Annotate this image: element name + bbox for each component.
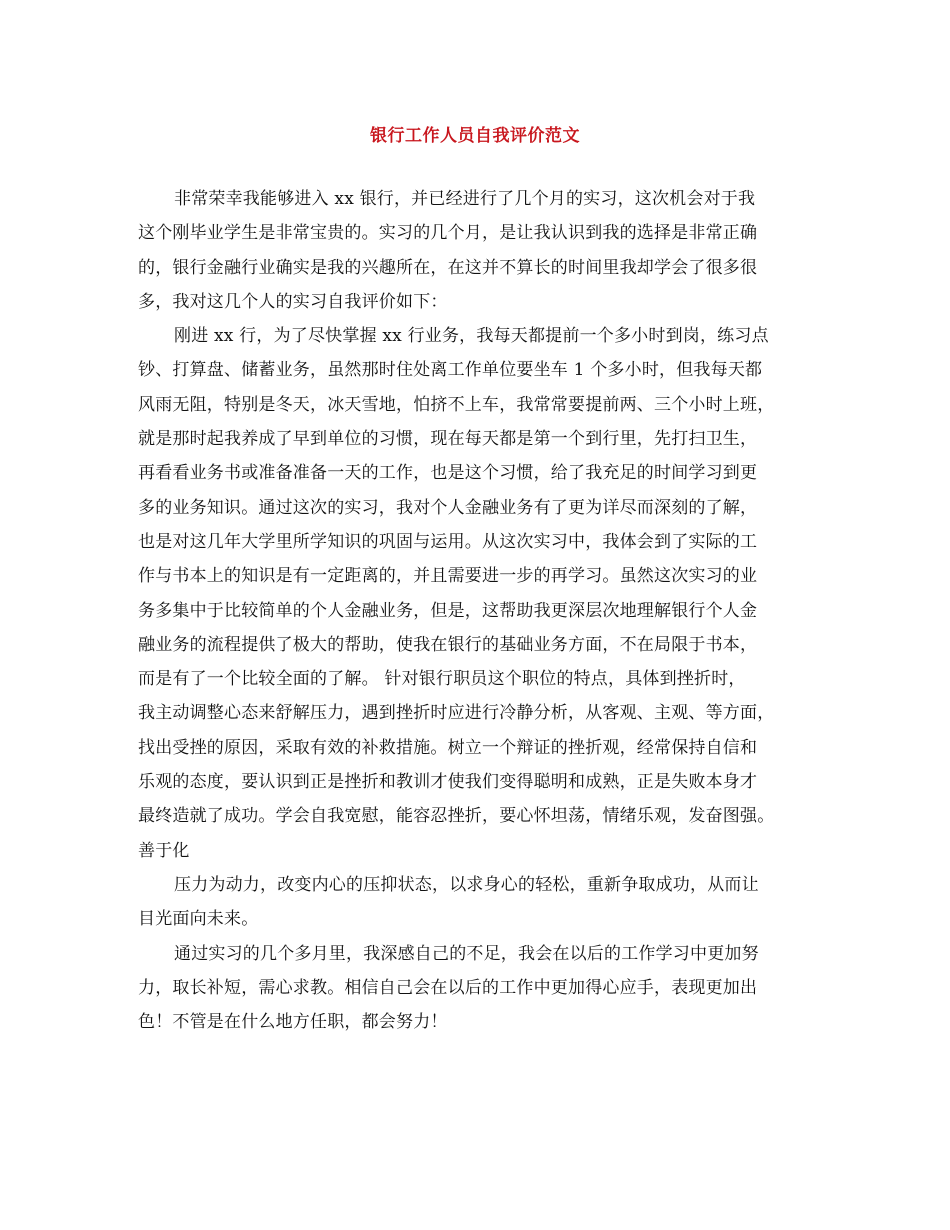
document-body — [138, 182, 828, 1039]
text-line: 目光面向未来。 — [138, 909, 259, 930]
text-line: 多，我对这几个人的实习自我评价如下： — [138, 291, 448, 312]
text-line: 色！不管是在什么地方任职，都会努力！ — [138, 1012, 448, 1033]
text-line: 就是那时起我养成了早到单位的习惯，现在每天都是第一个到行里，先打扫卫生， — [138, 429, 758, 450]
text-line: 而是有了一个比较全面的了解。 针对银行职员这个职位的特点，具体到挫折时， — [138, 669, 746, 690]
text-line: 善于化 — [138, 840, 190, 861]
text-line: 通过实习的几个多月里，我深感自己的不足，我会在以后的工作学习中更加努 — [174, 943, 759, 964]
text-line: 我主动调整心态来舒解压力，遇到挫折时应进行冷静分析，从客观、主观、等方面， — [138, 703, 775, 724]
text-line: 这个刚毕业学生是非常宝贵的。实习的几个月，是让我认识到我的选择是非常正确 — [138, 223, 758, 244]
text-line: 最终造就了成功。学会自我宽慰，能容忍挫折，要心怀坦荡，情绪乐观，发奋图强。 — [138, 806, 775, 827]
text-line: 刚进 xx 行，为了尽快掌握 xx 行业务，我每天都提前一个多小时到岗，练习点 — [174, 326, 769, 347]
text-line: 融业务的流程提供了极大的帮助，使我在银行的基础业务方面，不在局限于书本， — [138, 634, 758, 655]
text-line: 压力为动力，改变内心的压抑状态，以求身心的轻松，重新争取成功，从而让 — [174, 874, 759, 895]
text-line: 乐观的态度，要认识到正是挫折和教训才使我们变得聪明和成熟，正是失败本身才 — [138, 772, 758, 793]
text-line: 多的业务知识。通过这次的实习，我对个人金融业务有了更为详尽而深刻的了解， — [138, 497, 758, 518]
text-line: 作与书本上的知识是有一定距离的，并且需要进一步的再学习。虽然这次实习的业 — [138, 566, 758, 587]
text-line: 也是对这几年大学里所学知识的巩固与运用。从这次实习中，我体会到了实际的工 — [138, 531, 758, 552]
document-title: 银行工作人员自我评价范文 — [370, 126, 580, 146]
text-line: 的，银行金融行业确实是我的兴趣所在，在这并不算长的时间里我却学会了很多很 — [138, 257, 758, 278]
text-line: 非常荣幸我能够进入 xx 银行，并已经进行了几个月的实习，这次机会对于我 — [174, 189, 756, 209]
text-line: 力，取长补短，需心求教。相信自己会在以后的工作中更加得心应手，表现更加出 — [138, 977, 758, 998]
text-line: 钞、打算盘、储蓄业务，虽然那时住处离工作单位要坐车 1 个多小时，但我每天都 — [138, 360, 763, 381]
text-line: 找出受挫的原因，采取有效的补救措施。树立一个辩证的挫折观，经常保持自信和 — [138, 737, 758, 758]
text-line: 再看看业务书或准备准备一天的工作，也是这个习惯，给了我充足的时间学习到更 — [138, 463, 758, 484]
text-line: 务多集中于比较简单的个人金融业务，但是，这帮助我更深层次地理解银行个人金 — [138, 600, 758, 621]
text-line: 风雨无阻，特别是冬天，冰天雪地，怕挤不上车，我常常要提前两、三个小时上班， — [138, 394, 775, 415]
